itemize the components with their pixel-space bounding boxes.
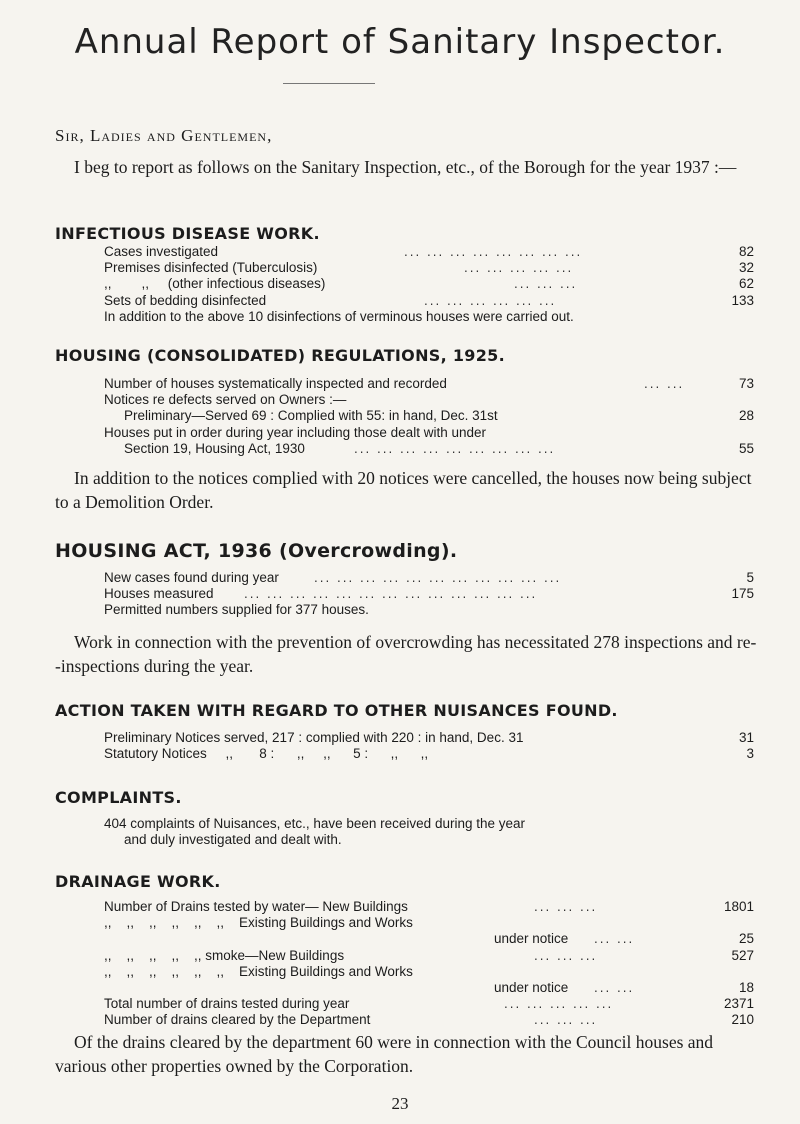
title-rule [283,83,375,84]
item-label: Cases investigated [104,244,219,259]
item-value: 62 [738,276,754,292]
leader-dots: ... ... ... ... ... [504,996,614,1012]
item-value: 31 [738,730,754,745]
item-value: 2371 [723,996,754,1012]
item-label: Preliminary Notices served, 217 : complied with 220 : in hand, Dec. 31 [104,730,524,745]
item-label: under notice [494,931,569,947]
item-value: 18 [738,979,754,995]
drainage-list [104,899,754,1029]
leader-dots: ... ... ... [534,1012,598,1028]
item-value: 210 [731,1012,754,1028]
item-label: ,, ,, ,, ,, ,, ,, Existing Buildings and Works [104,963,413,979]
drainage-paragraph: Of the drains cleared by the department 60 were in connection with the Council houses and various other properties owned by the Corporation. [55,1032,714,1076]
leader-dots: ... ... ... ... ... ... ... ... ... ... ... ... ... [244,586,538,602]
list-item [104,309,754,325]
list-item [104,832,754,848]
list-item [104,931,754,947]
list-item [104,1012,754,1028]
item-value: 82 [738,244,754,259]
list-item [104,441,754,457]
list-item [104,948,754,964]
item-label: New cases found during year [104,570,279,585]
item-value: 32 [738,260,754,276]
list-item [104,915,754,931]
leader-dots: ... ... ... ... ... ... ... ... [404,244,583,259]
item-label: Total number of drains tested during year [104,996,350,1012]
list-item [104,570,754,586]
leader-dots: ... ... ... [534,899,598,914]
item-value: 25 [738,931,754,947]
leader-dots: ... ... ... ... ... ... [424,292,557,308]
list-item [104,816,754,832]
list-item [104,260,754,276]
item-label: ,, ,, (other infectious diseases) [104,276,326,292]
leader-dots: ... ... ... ... ... ... ... ... ... [354,440,556,456]
intro-paragraph: I beg to report as follows on the Sanitary Inspection, etc., of the Borough for the year 1937 :— [74,157,737,177]
item-value: 133 [731,292,754,308]
item-label: and duly investigated and dealt with. [124,832,342,848]
list-item [104,392,754,408]
item-label: Number of drains cleared by the Department [104,1012,371,1028]
nuisances-heading: ACTION TAKEN WITH REGARD TO OTHER NUISANCES FOUND. [55,701,618,720]
overcrowding-paragraph: Work in connection with the prevention of overcrowding has necessitated 278 inspections and re--inspections during the year. [55,632,757,676]
item-label: Houses measured [104,586,214,602]
item-value: 3 [746,746,754,762]
item-value: 527 [731,947,754,963]
salutation: Sir, Ladies and Gentlemen, [55,126,273,145]
leader-dots: ... ... ... [514,276,578,292]
list-item [104,276,754,292]
housing-heading: HOUSING (CONSOLIDATED) REGULATIONS, 1925. [55,346,505,365]
page-title: Annual Report of Sanitary Inspector. [74,22,726,62]
list-item [104,425,754,441]
list-item [104,244,754,260]
item-label: In addition to the above 10 disinfections of verminous houses were carried out. [104,308,574,324]
item-label: 404 complaints of Nuisances, etc., have been received during the year [104,816,525,831]
item-label: Sets of bedding disinfected [104,292,267,308]
item-value: 55 [738,440,754,456]
item-label: Preliminary—Served 69 : Complied with 55: in hand, Dec. 31st [124,408,498,424]
leader-dots: ... ... [644,376,685,391]
item-label: under notice [494,979,569,995]
leader-dots: ... ... [594,979,635,995]
item-label: ,, ,, ,, ,, ,, smoke—New Buildings [104,947,345,963]
item-label: Houses put in order during year including those dealt with under [104,424,486,440]
leader-dots: ... ... [594,931,635,947]
item-value: 175 [731,586,754,602]
list-item [104,586,754,602]
item-value: 28 [738,408,754,424]
list-item [104,746,754,762]
infectious-heading: INFECTIOUS DISEASE WORK. [55,224,320,243]
list-item [104,899,754,915]
page-number: 23 [391,1094,409,1113]
overcrowding-heading: HOUSING ACT, 1936 (Overcrowding). [55,540,458,562]
item-label: Number of houses systematically inspected and recorded [104,376,447,391]
list-item [104,376,754,392]
item-label: Statutory Notices ,, 8 : ,, ,, 5 : ,, ,, [104,746,429,762]
item-value: 73 [738,376,754,391]
list-item [104,602,754,618]
leader-dots: ... ... ... [534,947,598,963]
item-label: Permitted numbers supplied for 377 houses. [104,602,369,618]
list-item [104,730,754,746]
nuisances-list [104,730,754,762]
list-item [104,980,754,996]
item-label: Notices re defects served on Owners :— [104,392,347,408]
complaints-list [104,816,754,848]
overcrowding-list [104,570,754,619]
item-value: 5 [746,570,754,585]
list-item [104,293,754,309]
item-value: 1801 [723,899,754,914]
complaints-heading: COMPLAINTS. [55,788,182,807]
item-label: Premises disinfected (Tuberculosis) [104,260,318,276]
leader-dots: ... ... ... ... ... [464,260,574,276]
list-item [104,408,754,424]
item-label: Section 19, Housing Act, 1930 [124,440,305,456]
housing-list [104,376,754,457]
item-label: Number of Drains tested by water— New Buildings [104,899,408,914]
list-item [104,996,754,1012]
housing-paragraph: In addition to the notices complied with 20 notices were cancelled, the houses now being subject to a Demolition Order. [55,468,752,512]
leader-dots: ... ... ... ... ... ... ... ... ... ... ... [314,570,562,585]
item-label: ,, ,, ,, ,, ,, ,, Existing Buildings and Works [104,915,413,931]
infectious-list [104,244,754,325]
list-item [104,964,754,980]
drainage-heading: DRAINAGE WORK. [55,872,221,891]
